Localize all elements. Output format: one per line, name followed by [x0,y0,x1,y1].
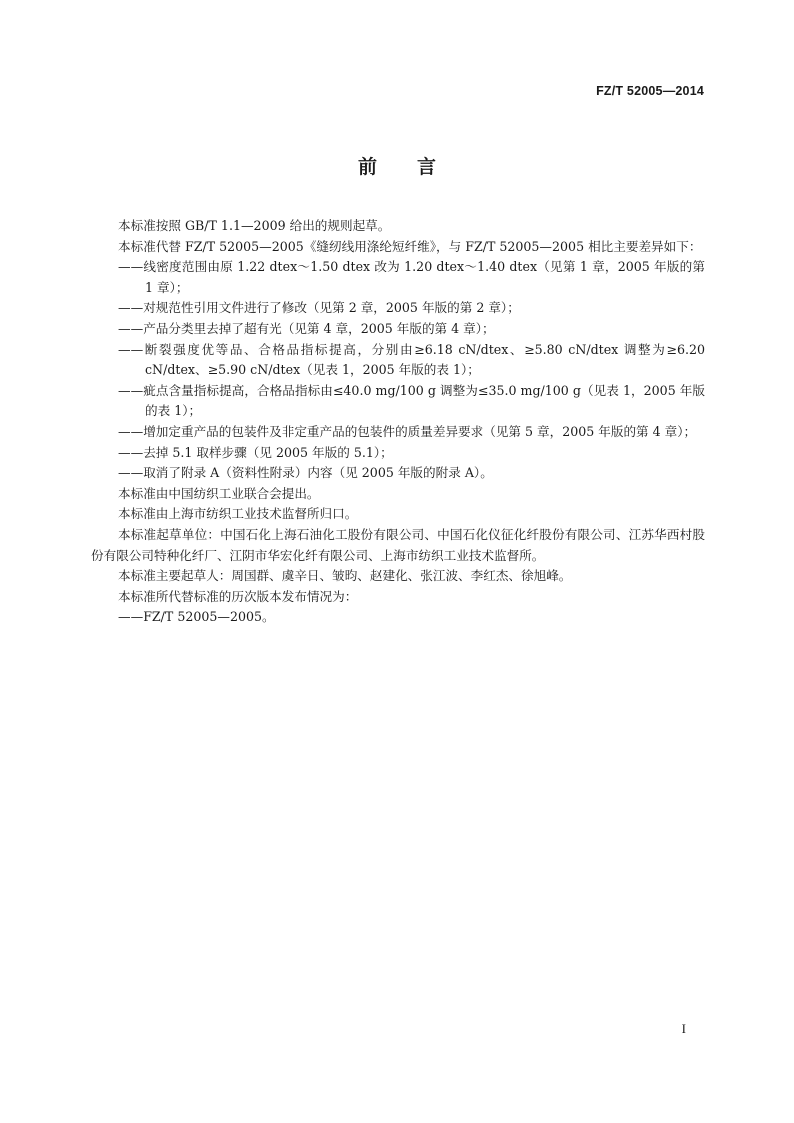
foreword-body [91,216,705,628]
change-item: ——对规范性引用文件进行了修改（见第 2 章，2005 年版的第 2 章）； [118,300,520,316]
change-item: ——产品分类里去掉了超有光（见第 4 章，2005 年版的第 4 章）； [118,320,495,336]
history-item: ——FZ/T 52005—2005。 [118,609,275,625]
change-item: ——取消了附录 A（资料性附录）内容（见 2005 年版的附录 A）。 [118,465,493,481]
paragraph-history-intro: 本标准所代替标准的历次版本发布情况为： [118,588,358,604]
change-item: ——断裂强度优等品、合格品指标提高，分别由≥6.18 cN/dtex、≥5.80 cN/dtex 调整为≥6.20 cN/dtex、≥5.90 cN/dtex（见表 1，2005 年版的表 1）； [118,341,705,378]
change-item: ——线密度范围由原 1.22 dtex～1.50 dtex 改为 1.20 dtex～1.40 dtex（见第 1 章，2005 年版的第 1 章）； [118,259,705,295]
change-item: ——疵点含量指标提高，合格品指标由≤40.0 mg/100 g 调整为≤35.0 mg/100 g（见表 1，2005 年版的表 1）； [118,382,705,419]
change-item: ——去掉 5.1 取样步骤（见 2005 年版的 5.1）； [118,444,393,460]
paragraph-drafting-units: 本标准起草单位：中国石化上海石油化工股份有限公司、中国石化仪征化纤股份有限公司、江苏华西村股份有限公司特种化纤厂、江阴市华宏化纤有限公司、上海市纺织工业技术监督所。 [91,526,705,563]
paragraph-centralized-by: 本标准由上海市纺织工业技术监督所归口。 [118,506,358,522]
change-item: ——增加定重产品的包装件及非定重产品的包装件的质量差异要求（见第 5 章，2005 年版的第 4 章）； [118,423,697,439]
paragraph-proposer: 本标准由中国纺织工业联合会提出。 [118,485,320,501]
paragraph-replacement: 本标准代替 FZ/T 52005—2005《缝纫线用涤纶短纤维》，与 FZ/T 52005—2005 相比主要差异如下： [118,238,702,254]
page-title: 前言 [357,156,476,178]
standard-number: FZ/T 52005—2014 [596,84,704,98]
page-number: I [681,1021,686,1036]
paragraph-drafting-rules: 本标准按照 GB/T 1.1—2009 给出的规则起草。 [118,218,391,233]
paragraph-drafters: 本标准主要起草人：周国群、虞辛日、皱昀、赵建化、张江波、李红杰、徐旭峰。 [118,568,572,584]
